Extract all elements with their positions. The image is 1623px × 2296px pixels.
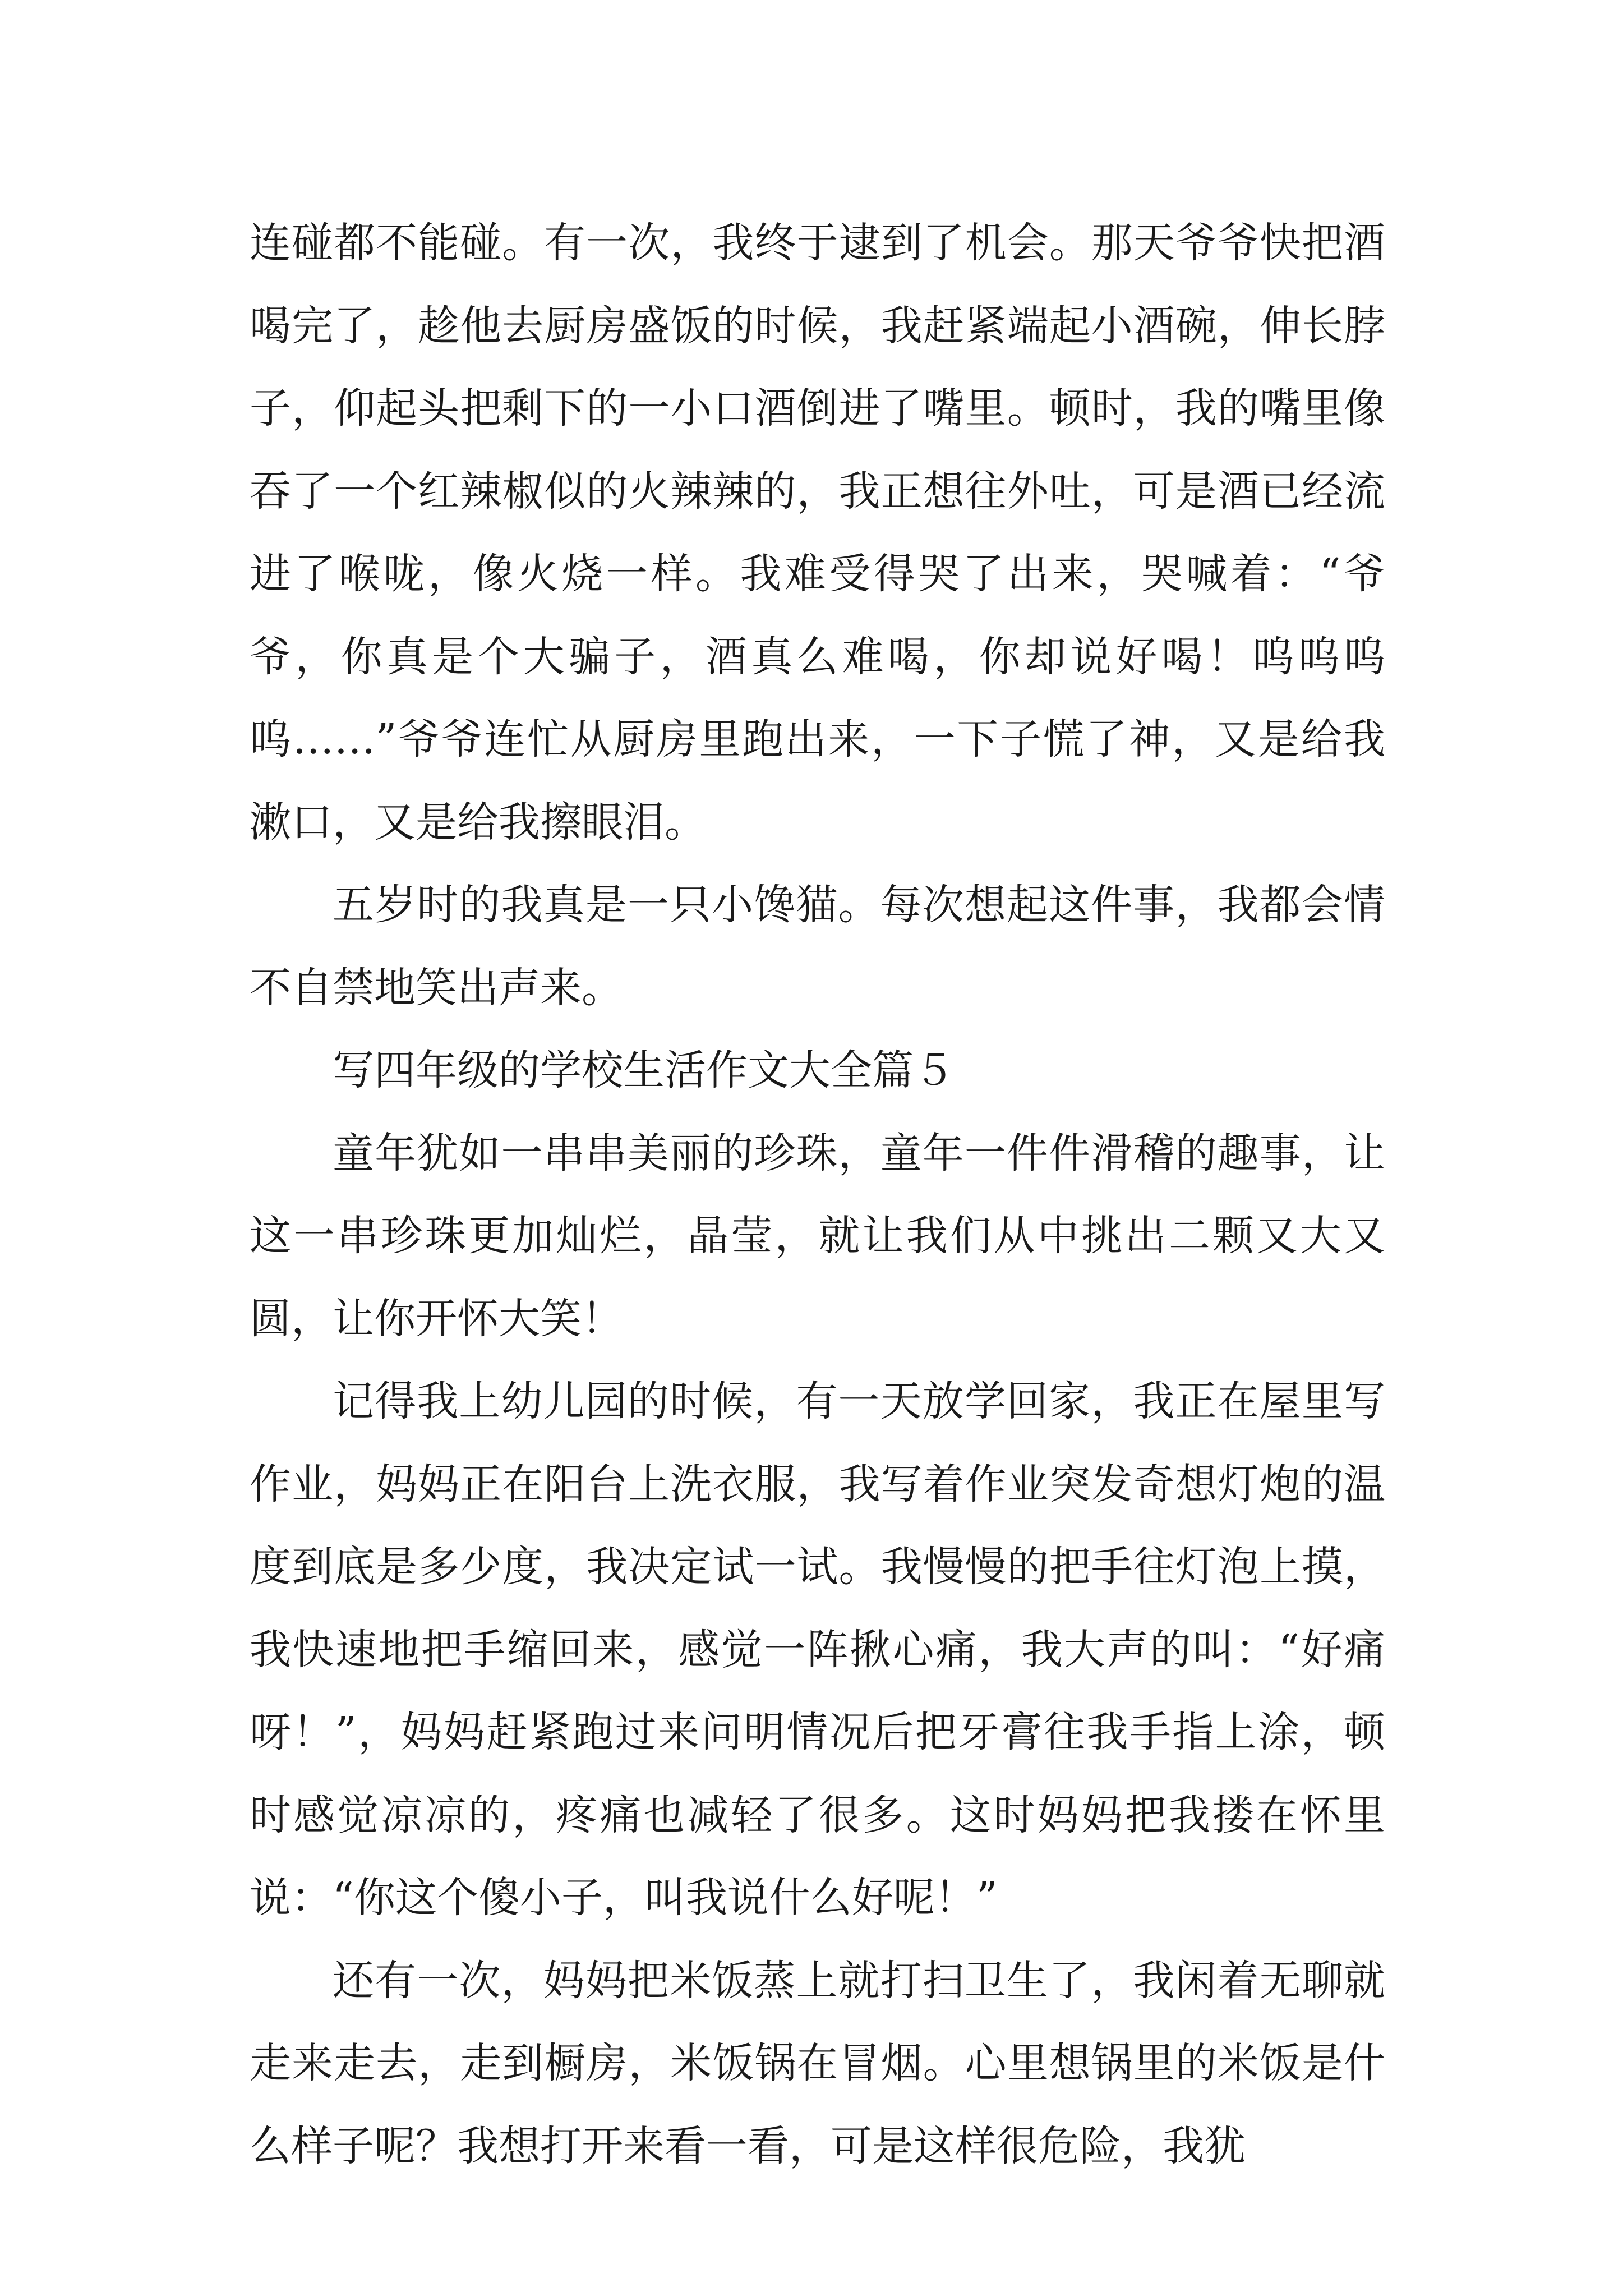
paragraph: 还有一次，妈妈把米饭蒸上就打扫卫生了，我闲着无聊就走来走去，走到橱房，米饭锅在冒烟。心里想锅里的米饭是什么样子呢？我想打开来看一看，可是这样很危险，我犹 <box>250 1956 1385 2170</box>
paragraph: 童年犹如一串串美丽的珍珠，童年一件件滑稽的趣事，让这一串珍珠更加灿烂，晶莹，就让我们从中挑出二颗又大又圆，让你开怀大笑！ <box>250 1129 1385 1343</box>
document-body <box>250 202 1385 2188</box>
paragraph: 五岁时的我真是一只小馋猫。每次想起这件事，我都会情不自禁地笑出声来。 <box>250 881 1385 1012</box>
paragraph: 记得我上幼儿园的时候，有一天放学回家，我正在屋里写作业，妈妈正在阳台上洗衣服，我写着作业突发奇想灯炮的温度到底是多少度，我决定试一试。我慢慢的把手往灯泡上摸，我快速地把手缩回来，感觉一阵揪心痛，我大声的叫：“好痛呀！”，妈妈赶紧跑过来问明情况后把牙膏往我手指上涂，顿时感觉凉凉的，疼痛也减轻了很多。这时妈妈把我搂在怀里说：“你这个傻小子，叫我说什么好呢！” <box>250 1377 1385 1922</box>
paragraph-continuation: 连碰都不能碰。有一次，我终于逮到了机会。那天爷爷快把酒喝完了，趁他去厨房盛饭的时候，我赶紧端起小酒碗，伸长脖子，仰起头把剩下的一小口酒倒进了嘴里。顿时，我的嘴里像吞了一个红辣椒似的火辣辣的，我正想往外吐，可是酒已经流进了喉咙，像火烧一样。我难受得哭了出来，哭喊着：“爷爷，你真是个大骗子，酒真么难喝，你却说好喝！呜呜呜呜……”爷爷连忙从厨房里跑出来，一下子慌了神，又是给我漱口，又是给我擦眼泪。 <box>250 219 1385 846</box>
section-heading: 写四年级的学校生活作文大全篇５ <box>333 1046 955 1094</box>
